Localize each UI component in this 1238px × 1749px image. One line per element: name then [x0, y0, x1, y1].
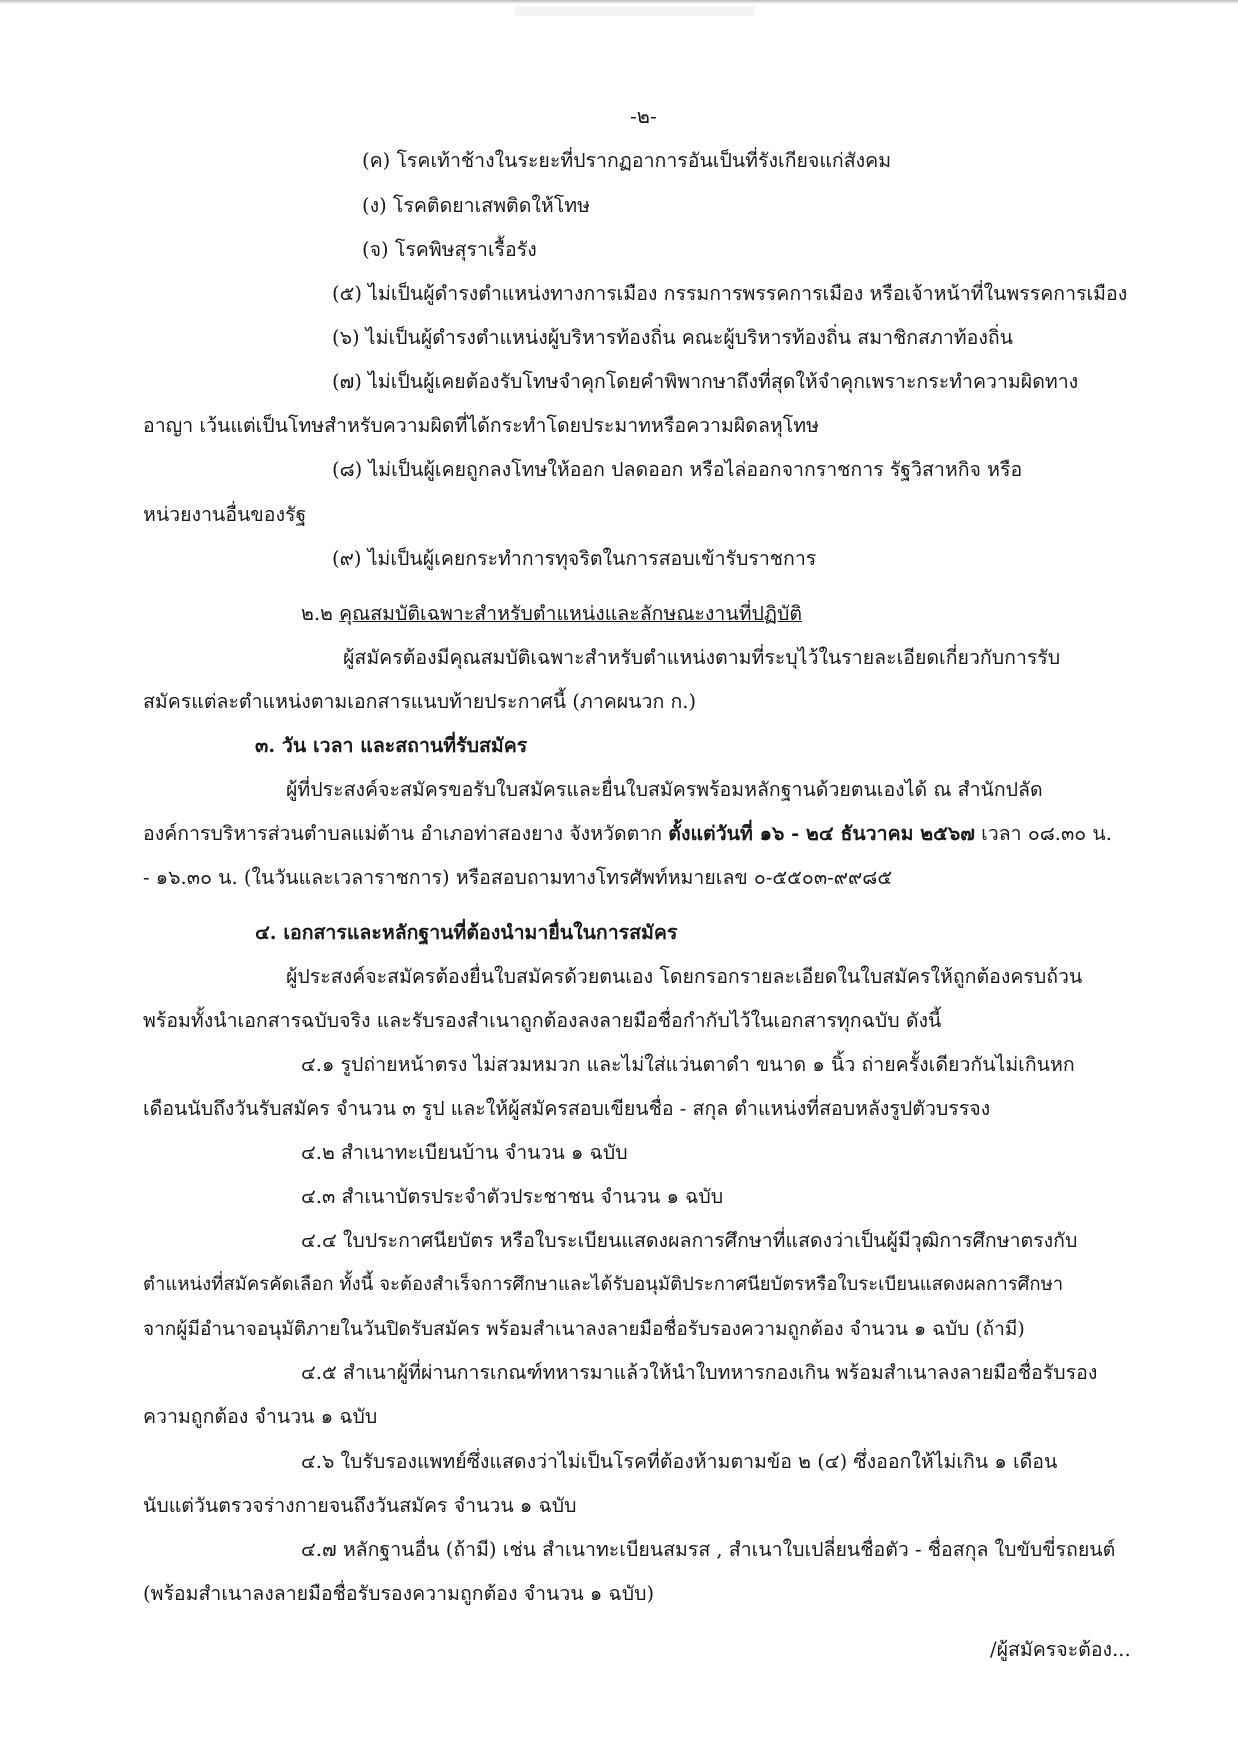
clause-7-cont: อาญา เว้นแต่เป็นโทษสำหรับความผิดที่ได้กระทำโดยประมาทหรือความผิดลหุโทษ [143, 414, 819, 437]
item-4-6: ๔.๖ ใบรับรองแพทย์ซึ่งแสดงว่าไม่เป็นโรคที่ต้องห้ามตามข้อ ๒ (๔) ซึ่งออกให้ไม่เกิน ๑ เดือน [301, 1450, 1058, 1473]
item-4-4-cont-2: จากผู้มีอำนาจอนุมัติภายในวันปิดรับสมัคร พร้อมสำเนาลงลายมือชื่อรับรองความถูกต้อง จำนวน ๑ ฉบับ (ถ้ามี) [143, 1318, 1025, 1340]
section-4-body: ผู้ประสงค์จะสมัครต้องยื่นใบสมัครด้วยตนเอง โดยกรอกรายละเอียดในใบสมัครให้ถูกต้องครบถ้วน [286, 965, 1083, 988]
item-4-2: ๔.๒ สำเนาทะเบียนบ้าน จำนวน ๑ ฉบับ [301, 1141, 628, 1164]
clause-7: (๗) ไม่เป็นผู้เคยต้องรับโทษจำคุกโดยคำพิพากษาถึงที่สุดให้จำคุกเพราะกระทำความผิดทาง [332, 370, 1079, 393]
section-3-heading: ๓. วัน เวลา และสถานที่รับสมัคร [255, 734, 528, 757]
item-4-7: ๔.๗ หลักฐานอื่น (ถ้ามี) เช่น สำเนาทะเบียนสมรส , สำเนาใบเปลี่ยนชื่อตัว - ชื่อสกุล ใบขับขี่รถยนต์ [301, 1538, 1116, 1561]
clause-9: (๙) ไม่เป็นผู้เคยกระทำการทุจริตในการสอบเข้ารับราชการ [332, 547, 817, 570]
section-2-2-body-cont: สมัครแต่ละตำแหน่งตามเอกสารแนบท้ายประกาศนี้ (ภาคผนวก ก.) [143, 690, 697, 713]
clause-6: (๖) ไม่เป็นผู้ดำรงตำแหน่งผู้บริหารท้องถิ่น คณะผู้บริหารท้องถิ่น สมาชิกสภาท้องถิ่น [332, 326, 1013, 349]
clause-5: (๕) ไม่เป็นผู้ดำรงตำแหน่งทางการเมือง กรรมการพรรคการเมือง หรือเจ้าหน้าที่ในพรรคการเมือง [332, 282, 1128, 305]
section-3-body-dates [143, 820, 1112, 848]
show-through-smudge [515, 6, 755, 16]
item-4-3: ๔.๓ สำเนาบัตรประจำตัวประชาชน จำนวน ๑ ฉบับ [301, 1185, 724, 1208]
item-4-7-cont: (พร้อมสำเนาลงลายมือชื่อรับรองความถูกต้อง จำนวน ๑ ฉบับ) [143, 1582, 655, 1605]
page-number: -๒- [630, 104, 657, 128]
section-4-heading: ๔. เอกสารและหลักฐานที่ต้องนำมายื่นในการสมัคร [255, 921, 678, 944]
clause-8: (๘) ไม่เป็นผู้เคยถูกลงโทษให้ออก ปลดออก หรือไล่ออกจากราชการ รัฐวิสาหกิจ หรือ [332, 458, 1023, 481]
item-4-1: ๔.๑ รูปถ่ายหน้าตรง ไม่สวมหมวก และไม่ใส่แว่นตาดำ ขนาด ๑ นิ้ว ถ่ายครั้งเดียวกันไม่เกินหก [301, 1053, 1075, 1076]
application-period: ตั้งแต่วันที่ ๑๖ - ๒๔ ธันวาคม ๒๕๖๗ [668, 822, 975, 845]
section-2-2-heading [301, 600, 802, 628]
continuation-catchword: /ผู้สมัครจะต้อง... [990, 1638, 1131, 1661]
section-2-2-body: ผู้สมัครต้องมีคุณสมบัติเฉพาะสำหรับตำแหน่งตามที่ระบุไว้ในรายละเอียดเกี่ยวกับการรับ [343, 646, 1061, 669]
item-4-4-cont-1: ตำแหน่งที่สมัครคัดเลือก ทั้งนี้ จะต้องสำเร็จการศึกษาและได้รับอนุมัติประกาศนียบัตรหรือใบระเบียนแสดงผลการศึกษา [143, 1274, 1064, 1295]
item-ng-drug-addiction: (ง) โรคติดยาเสพติดให้โทษ [362, 194, 590, 217]
application-time: เวลา ๐๘.๓๐ น. [974, 822, 1112, 845]
item-4-5: ๔.๕ สำเนาผู้ที่ผ่านการเกณฑ์ทหารมาแล้วให้นำใบทหารกองเกิน พร้อมสำเนาลงลายมือชื่อรับรอง [301, 1361, 1098, 1384]
section-4-body-cont: พร้อมทั้งนำเอกสารฉบับจริง และรับรองสำเนาถูกต้องลงลายมือชื่อกำกับไว้ในเอกสารทุกฉบับ ดังนี้ [143, 1009, 942, 1032]
location-text: องค์การบริหารส่วนตำบลแม่ต้าน อำเภอท่าสองยาง จังหวัดตาก [143, 822, 669, 845]
section-3-body: ผู้ที่ประสงค์จะสมัครขอรับใบสมัครและยื่นใบสมัครพร้อมหลักฐานด้วยตนเองได้ ณ สำนักปลัด [286, 778, 1043, 801]
item-4-4: ๔.๔ ใบประกาศนียบัตร หรือใบระเบียนแสดงผลการศึกษาที่แสดงว่าเป็นผู้มีวุฒิการศึกษาตรงกับ [301, 1229, 1078, 1252]
item-j-alcoholism: (จ) โรคพิษสุราเรื้อรัง [362, 238, 537, 261]
item-4-6-cont: นับแต่วันตรวจร่างกายจนถึงวันสมัคร จำนวน ๑ ฉบับ [143, 1494, 577, 1517]
item-4-5-cont: ความถูกต้อง จำนวน ๑ ฉบับ [143, 1405, 378, 1428]
item-c-elephantiasis: (ค) โรคเท้าช้างในระยะที่ปรากฏอาการอันเป็นที่รังเกียจแก่สังคม [362, 149, 892, 172]
scan-top-edge [0, 0, 1238, 4]
section-2-2-number: ๒.๒ [301, 602, 333, 625]
clause-8-cont: หน่วยงานอื่นของรัฐ [143, 503, 307, 526]
section-3-body-contact: - ๑๖.๓๐ น. (ในวันและเวลาราชการ) หรือสอบถามทางโทรศัพท์หมายเลข ๐-๕๕๐๓-๙๙๘๕ [143, 866, 893, 889]
section-2-2-title: คุณสมบัติเฉพาะสำหรับตำแหน่งและลักษณะงานที่ปฏิบัติ [339, 602, 803, 625]
item-4-1-cont: เดือนนับถึงวันรับสมัคร จำนวน ๓ รูป และให้ผู้สมัครสอบเขียนชื่อ - สกุล ตำแหน่งที่สอบหลังรูปตัวบรรจง [143, 1097, 991, 1120]
